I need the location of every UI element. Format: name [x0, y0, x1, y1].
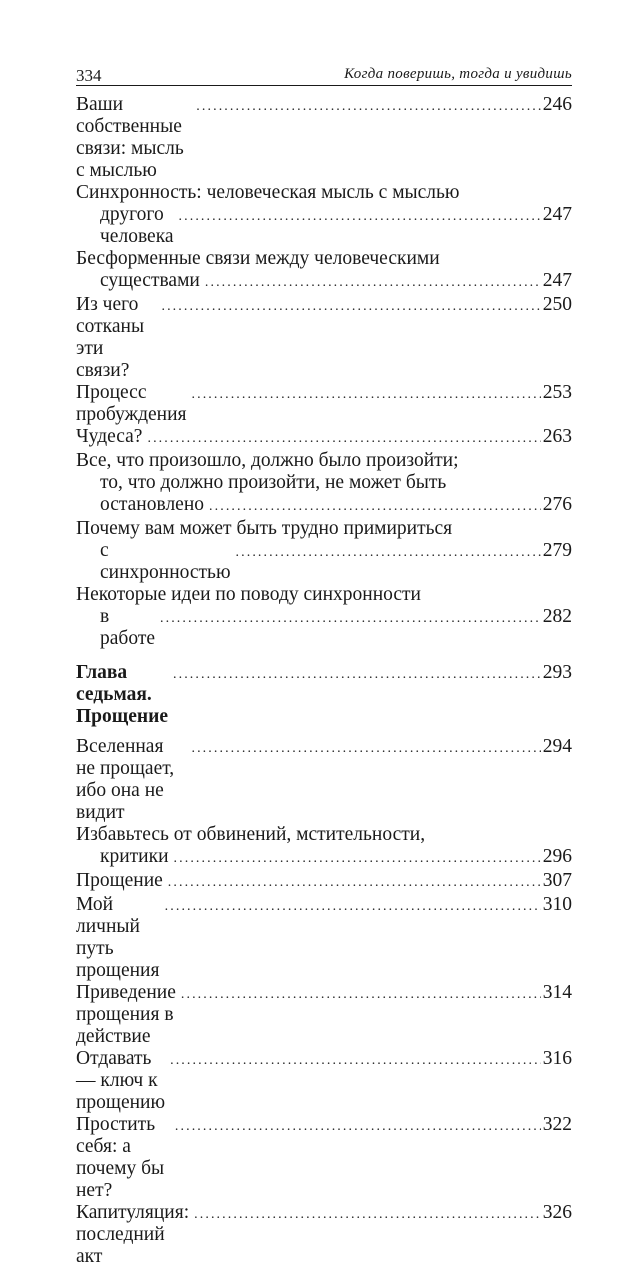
toc-entry	[76, 450, 572, 518]
dot-leader	[147, 428, 540, 450]
toc-entry	[76, 736, 572, 824]
toc-entry-title: Процесс пробуждения	[76, 382, 187, 425]
dot-leader	[170, 1050, 541, 1072]
toc-entry-title-line: Избавьтесь от обвинений, мстительности,	[76, 824, 426, 845]
toc-entry-title: существами	[100, 270, 200, 291]
table-of-contents	[76, 94, 572, 1268]
toc-page-number: 282	[542, 606, 572, 627]
toc-entry	[76, 824, 572, 870]
toc-entry	[76, 426, 572, 450]
toc-page-number: 310	[542, 894, 572, 915]
toc-page-number: 293	[542, 662, 572, 683]
toc-page-number: 253	[542, 382, 572, 403]
toc-entry	[76, 382, 572, 426]
toc-entry	[76, 1114, 572, 1202]
toc-entry-title: Простить себя: а почему бы нет?	[76, 1114, 165, 1201]
toc-page-number: 247	[542, 204, 572, 225]
page-number: 334	[76, 66, 102, 85]
toc-page-number: 296	[542, 846, 572, 867]
dot-leader	[194, 1204, 541, 1226]
toc-entry-title-line: Почему вам может быть трудно примириться	[76, 518, 453, 539]
chapter-title: Глава седьмая. Прощение	[76, 662, 169, 727]
toc-entry-title-line: Некоторые идеи по поводу синхронности	[76, 584, 421, 605]
toc-page-number: 314	[542, 982, 572, 1003]
dot-leader	[181, 984, 541, 1006]
dot-leader	[160, 608, 541, 630]
dot-leader	[209, 496, 541, 518]
toc-entry-title: в работе	[100, 606, 155, 649]
toc-entry	[76, 584, 572, 650]
toc-page-number: 307	[542, 870, 572, 891]
toc-entry-title-line: то, что должно произойти, не может быть	[100, 472, 447, 493]
toc-page-number: 279	[542, 540, 572, 561]
toc-entry-title-line: Все, что произошло, должно было произойти;	[76, 450, 459, 471]
toc-entry	[76, 870, 572, 894]
toc-entry-title: Вселенная не прощает, ибо она не видит	[76, 736, 175, 823]
toc-entry-title-line: Синхронность: человеческая мысль с мыслью	[76, 182, 460, 203]
dot-leader	[165, 896, 541, 918]
toc-page-number: 246	[542, 94, 572, 115]
toc-chapter-heading	[76, 662, 572, 728]
toc-entry-title: Отдавать — ключ к прощению	[76, 1048, 166, 1113]
dot-leader	[174, 848, 541, 870]
dot-leader	[205, 272, 541, 294]
dot-leader	[173, 664, 541, 686]
dot-leader	[196, 96, 540, 118]
toc-entry	[76, 94, 572, 182]
dot-leader	[175, 1116, 541, 1138]
toc-entry	[76, 894, 572, 982]
toc-page-number: 250	[542, 294, 572, 315]
toc-entry-title: Мой личный путь прощения	[76, 894, 160, 981]
header-rule	[76, 85, 572, 86]
toc-page-number: 276	[542, 494, 572, 515]
toc-entry	[76, 1202, 572, 1268]
toc-entry	[76, 248, 572, 294]
toc-page-number: 294	[542, 736, 572, 757]
toc-entry	[76, 182, 572, 248]
toc-entry-title: Капитуляция: последний акт	[76, 1202, 190, 1267]
toc-entry-title: Прощение	[76, 870, 163, 891]
toc-entry	[76, 982, 572, 1048]
toc-entry-title: Приведение прощения в действие	[76, 982, 176, 1047]
toc-entry	[76, 1048, 572, 1114]
page-header	[76, 66, 572, 90]
dot-leader	[192, 384, 541, 406]
toc-page-number: 263	[542, 426, 572, 447]
toc-entry-title: Из чего сотканы эти связи?	[76, 294, 145, 381]
toc-entry-title: Ваши собственные связи: мысль с мыслью	[76, 94, 184, 181]
dot-leader	[236, 542, 541, 564]
dot-leader	[161, 296, 540, 318]
toc-entry	[76, 294, 572, 382]
toc-entry-title: Чудеса?	[76, 426, 143, 447]
toc-page-number: 316	[542, 1048, 572, 1069]
running-title: Когда поверишь, тогда и увидишь	[344, 66, 572, 82]
toc-page-number: 322	[542, 1114, 572, 1135]
dot-leader	[168, 872, 541, 894]
toc-page-number: 247	[542, 270, 572, 291]
dot-leader	[179, 206, 541, 228]
toc-entry-title: другого человека	[100, 204, 174, 247]
toc-entry-title-line: Бесформенные связи между человеческими	[76, 248, 440, 269]
toc-entry-title: критики	[100, 846, 169, 867]
toc-entry	[76, 518, 572, 584]
toc-entry-title: остановлено	[100, 494, 205, 515]
toc-entry-title: с синхронностью	[100, 540, 231, 583]
dot-leader	[191, 738, 540, 760]
toc-page-number: 326	[542, 1202, 572, 1223]
